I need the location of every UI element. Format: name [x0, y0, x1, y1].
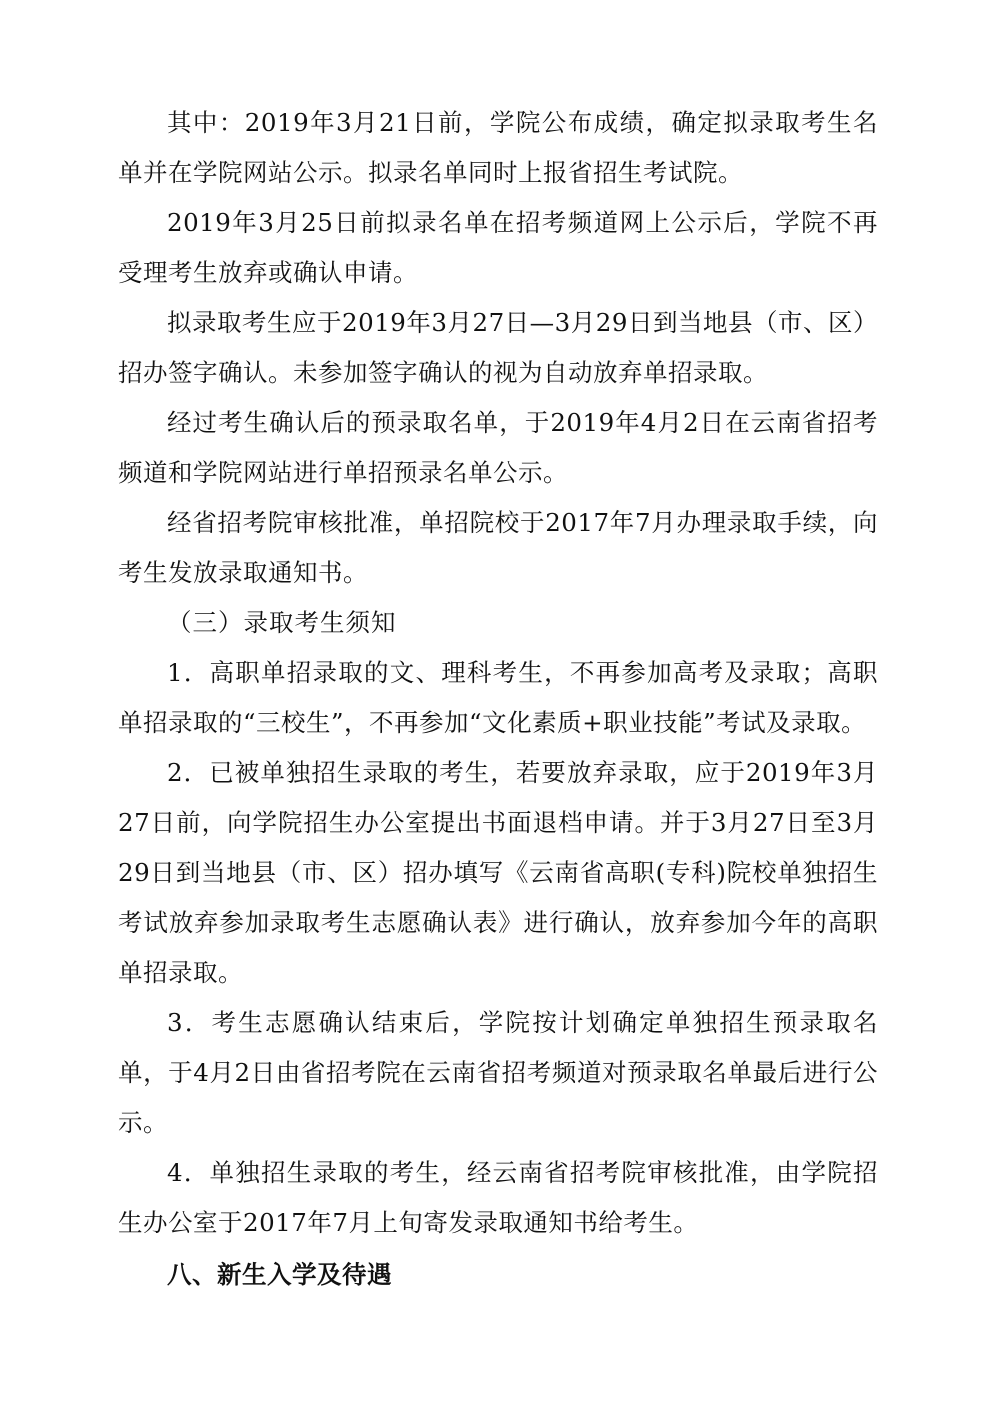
list-item-2: 2．已被单独招生录取的考生，若要放弃录取，应于2019年3月27日前，向学院招生办公室提出书面退档申请。并于3月27日至3月29日到当地县（市、区）招办填写《云南省高职(专科)院校单独招生考试放弃参加录取考生志愿确认表》进行确认，放弃参加今年的高职单招录取。 — [118, 758, 878, 987]
paragraph-pre-admission-list: 经过考生确认后的预录取名单，于2019年4月2日在云南省招考频道和学院网站进行单招预录名单公示。 — [118, 408, 878, 487]
sub-heading-admission-notice: （三）录取考生须知 — [167, 608, 397, 637]
paragraph-signature-confirmation: 拟录取考生应于2019年3月27日—3月29日到当地县（市、区）招办签字确认。未参加签字确认的视为自动放弃单招录取。 — [118, 308, 878, 387]
section-heading-enrollment: 八、新生入学及待遇 — [167, 1260, 392, 1289]
paragraph-publish-scores: 其中：2019年3月21日前，学院公布成绩，确定拟录取考生名单并在学院网站公示。拟录名单同时上报省招生考试院。 — [118, 108, 878, 187]
list-item-1: 1．高职单招录取的文、理科考生，不再参加高考及录取；高职单招录取的“三校生”，不再参加“文化素质+职业技能”考试及录取。 — [118, 658, 878, 737]
document-body — [118, 98, 878, 1300]
list-item-3: 3．考生志愿确认结束后，学院按计划确定单独招生预录取名单，于4月2日由省招考院在云南省招考频道对预录取名单最后进行公示。 — [118, 1008, 878, 1137]
paragraph-online-announcement: 2019年3月25日前拟录名单在招考频道网上公示后，学院不再受理考生放弃或确认申请。 — [118, 208, 878, 287]
list-item-4: 4．单独招生录取的考生，经云南省招考院审核批准，由学院招生办公室于2017年7月上旬寄发录取通知书给考生。 — [118, 1158, 878, 1237]
paragraph-admission-procedure: 经省招考院审核批准，单招院校于2017年7月办理录取手续，向考生发放录取通知书。 — [118, 508, 878, 587]
